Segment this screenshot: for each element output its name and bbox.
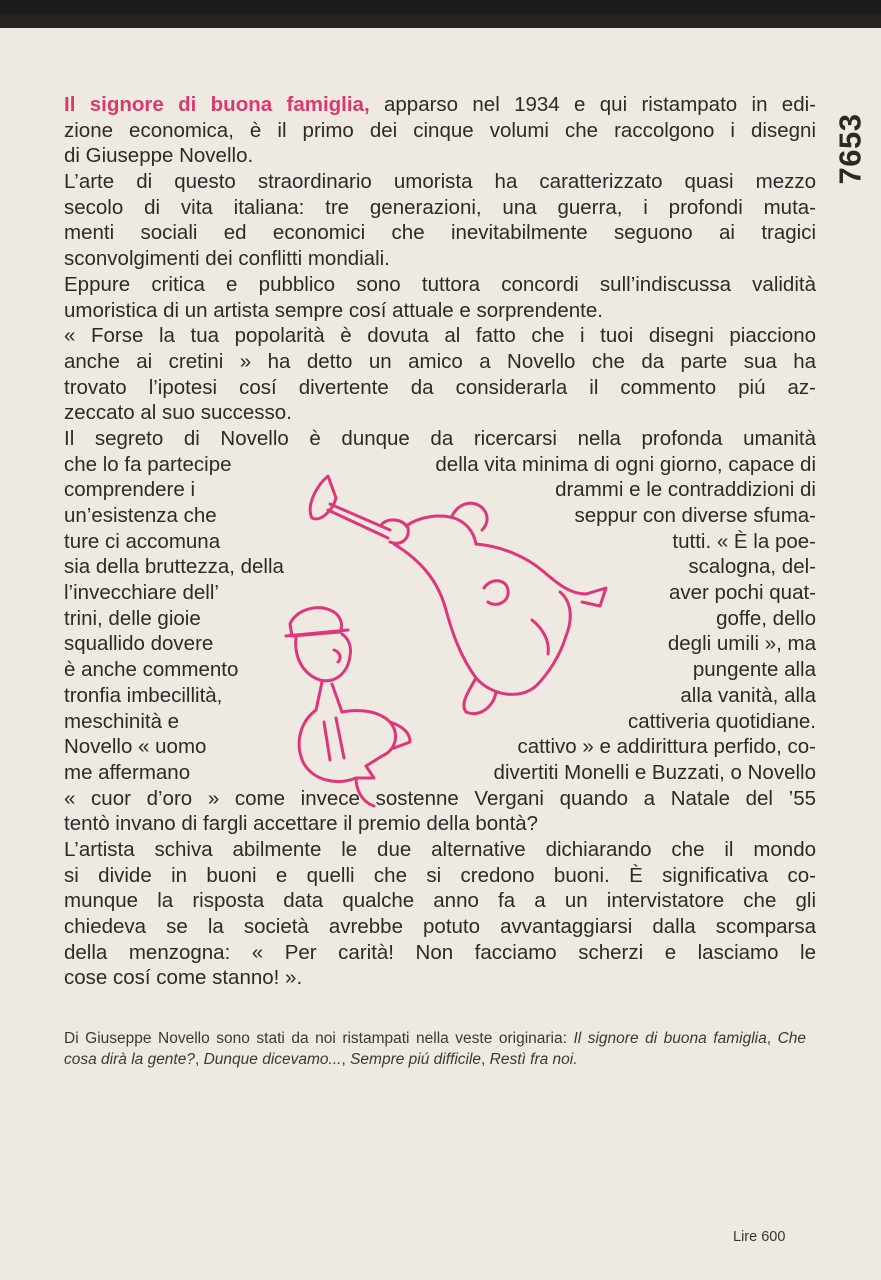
blurb-line — [64, 940, 816, 966]
blurb-line-text: L’artista schiva abilmente le due alternative dichiarando che il mondo — [64, 837, 816, 861]
muse-dress — [394, 544, 476, 678]
reprints-note-prefix: Di Giuseppe Novello sono stati da noi ristampati nella veste originaria: — [64, 1030, 574, 1047]
blurb-line-right: alla vanità, alla — [680, 683, 816, 707]
blurb-line — [64, 118, 816, 144]
blurb-line-text: di Giuseppe Novello. — [64, 144, 254, 168]
blurb-line-left: sia della bruttezza, della — [64, 555, 284, 579]
blurb-line-left: ture ci accomuna — [64, 529, 221, 553]
blurb-line-left: è anche commento — [64, 658, 239, 682]
price-label: Lire 600 — [733, 1229, 786, 1245]
blurb-line-text: munque la risposta data qualche anno fa a un intervistatore che gli — [64, 889, 816, 913]
blurb-line-text: anche ai cretini » ha detto un amico a Novello che da parte sua ha — [64, 349, 816, 373]
blurb-line-right: goffe, dello — [716, 606, 816, 630]
blurb-line — [64, 143, 816, 169]
blurb-line-right: cattiveria quotidiane. — [627, 709, 816, 733]
blurb-line-left: che lo fa partecipe — [64, 452, 232, 476]
blurb-line — [64, 323, 816, 349]
blurb-line — [64, 837, 816, 863]
blurb-line-text: si divide in buoni e quelli che si credono buoni. È significativa co- — [64, 863, 816, 887]
reprints-note — [64, 1028, 806, 1070]
blurb-line-left: comprendere i — [64, 478, 196, 502]
book-title-highlight: Il signore di buona famiglia, — [64, 93, 370, 116]
blurb-line-left: l’invecchiare dell’ — [64, 581, 219, 605]
blurb-line — [64, 246, 816, 272]
blurb-line-text: menti sociali ed economici che inevitabilmente seguono ai tragici — [64, 221, 816, 245]
blurb-line — [64, 375, 816, 401]
blurb-line-right: aver pochi quat- — [668, 581, 816, 605]
blurb-line-text: apparso nel 1934 e qui ristampato in edi- — [369, 93, 816, 116]
reprint-title: Restì fra noi. — [489, 1051, 578, 1068]
blurb-line-left: meschinità e — [64, 709, 180, 733]
blurb-line — [64, 965, 816, 991]
blurb-line-text: L’arte di questo straordinario umorista ha caratterizzato quasi mezzo — [64, 170, 816, 194]
blurb-line-text: umoristica di un artista sempre cosí attuale e sorprendente. — [64, 298, 603, 322]
blurb-line-right: pungente alla — [692, 658, 816, 682]
blurb-line-left: tronfia imbecillità, — [64, 683, 223, 707]
blurb-line — [64, 863, 816, 889]
blurb-line-text: Eppure critica e pubblico sono tuttora concordi sull’indiscussa validità — [64, 272, 816, 296]
blurb-line — [64, 888, 816, 914]
blurb-line-right: tutti. « È la poe- — [672, 529, 816, 553]
blurb-line — [64, 811, 816, 837]
blurb-line-left: trini, delle gioie — [64, 606, 201, 630]
cover-top-edge — [0, 14, 881, 28]
blurb-line-right: seppur con diverse sfuma- — [574, 504, 816, 527]
trumpeter-illustration — [270, 460, 630, 808]
reprint-title: Dunque dicevamo... — [203, 1051, 342, 1068]
reprints-note-text: Di Giuseppe Novello sono stati da noi ristampati nella veste originaria: Il signore di buona famiglia, Che cosa dirà la gente?, Dunque dicevamo..., Sempre piú difficile, Restì fra noi. — [64, 1030, 806, 1068]
blurb-line-left: Novello « uomo — [64, 735, 207, 759]
blurb-line-text: zione economica, è il primo dei cinque volumi che raccolgono i disegni — [64, 118, 816, 142]
blurb-line — [64, 220, 816, 246]
blurb-line-right: divertiti Monelli e Buzzati, o Novello — [493, 760, 816, 784]
blurb-line-text: cose cosí come stanno! ». — [64, 966, 303, 990]
book-back-cover — [0, 14, 881, 1280]
blurb-line-right: cattivo » e addirittura perfido, co- — [517, 735, 816, 759]
blurb-line — [64, 914, 816, 940]
blurb-line-text: tentò invano di fargli accettare il premio della bontà? — [64, 812, 539, 836]
blurb-line-text: « Forse la tua popolarità è dovuta al fatto che i tuoi disegni piacciono — [64, 324, 816, 348]
blurb-line-text: « cuor d’oro » come invece sostenne Vergani quando a Natale del ’55 — [64, 786, 816, 810]
blurb-line-content — [64, 92, 816, 118]
reprint-title: Sempre piú difficile — [350, 1051, 482, 1068]
blurb-line-text: Il segreto di Novello è dunque da ricercarsi nella profonda umanità — [64, 426, 816, 450]
blurb-line — [64, 298, 816, 324]
blurb-line-text: sconvolgimenti dei conflitti mondiali. — [64, 247, 390, 271]
blurb-line-right: degli umili », ma — [667, 632, 816, 656]
blurb-line-text: secolo di vita italiana: tre generazioni, una guerra, i profondi muta- — [64, 195, 816, 219]
blurb-line — [64, 426, 816, 452]
blurb-line-right: scalogna, del- — [688, 555, 816, 579]
blurb-line — [64, 400, 816, 426]
blurb-line-right: della vita minima di ogni giorno, capace di — [435, 452, 816, 476]
blurb-line — [64, 272, 816, 298]
blurb-line — [64, 349, 816, 375]
blurb-line — [64, 169, 816, 195]
catalog-number-text: 7653 — [832, 113, 867, 185]
reprint-title: Che cosa dirà la gente? — [64, 1030, 806, 1068]
muse-hair — [406, 516, 476, 544]
blurb-line-right: drammi e le contraddizioni di — [555, 478, 816, 502]
blurb-line-left: me affermano — [64, 760, 191, 784]
blurb-line-text: chiedeva se la società avrebbe potuto avvantaggiarsi dalla scomparsa — [64, 915, 816, 938]
man-face — [296, 634, 351, 681]
blurb-line — [64, 195, 816, 221]
blurb-line-text: trovato l’ipotesi cosí divertente da considerarla il commento piú az- — [64, 375, 816, 399]
blurb-line-text: zeccato al suo successo. — [64, 401, 292, 425]
blurb-line-left: squallido dovere — [64, 632, 214, 656]
blurb-line-text: della menzogna: « Per carità! Non facciamo scherzi e lasciamo le — [64, 940, 816, 964]
reprint-title: Il signore di buona famiglia — [573, 1030, 767, 1047]
blurb-line — [64, 92, 816, 118]
blurb-line-left: un’esistenza che — [64, 504, 217, 527]
catalog-number — [824, 106, 876, 192]
